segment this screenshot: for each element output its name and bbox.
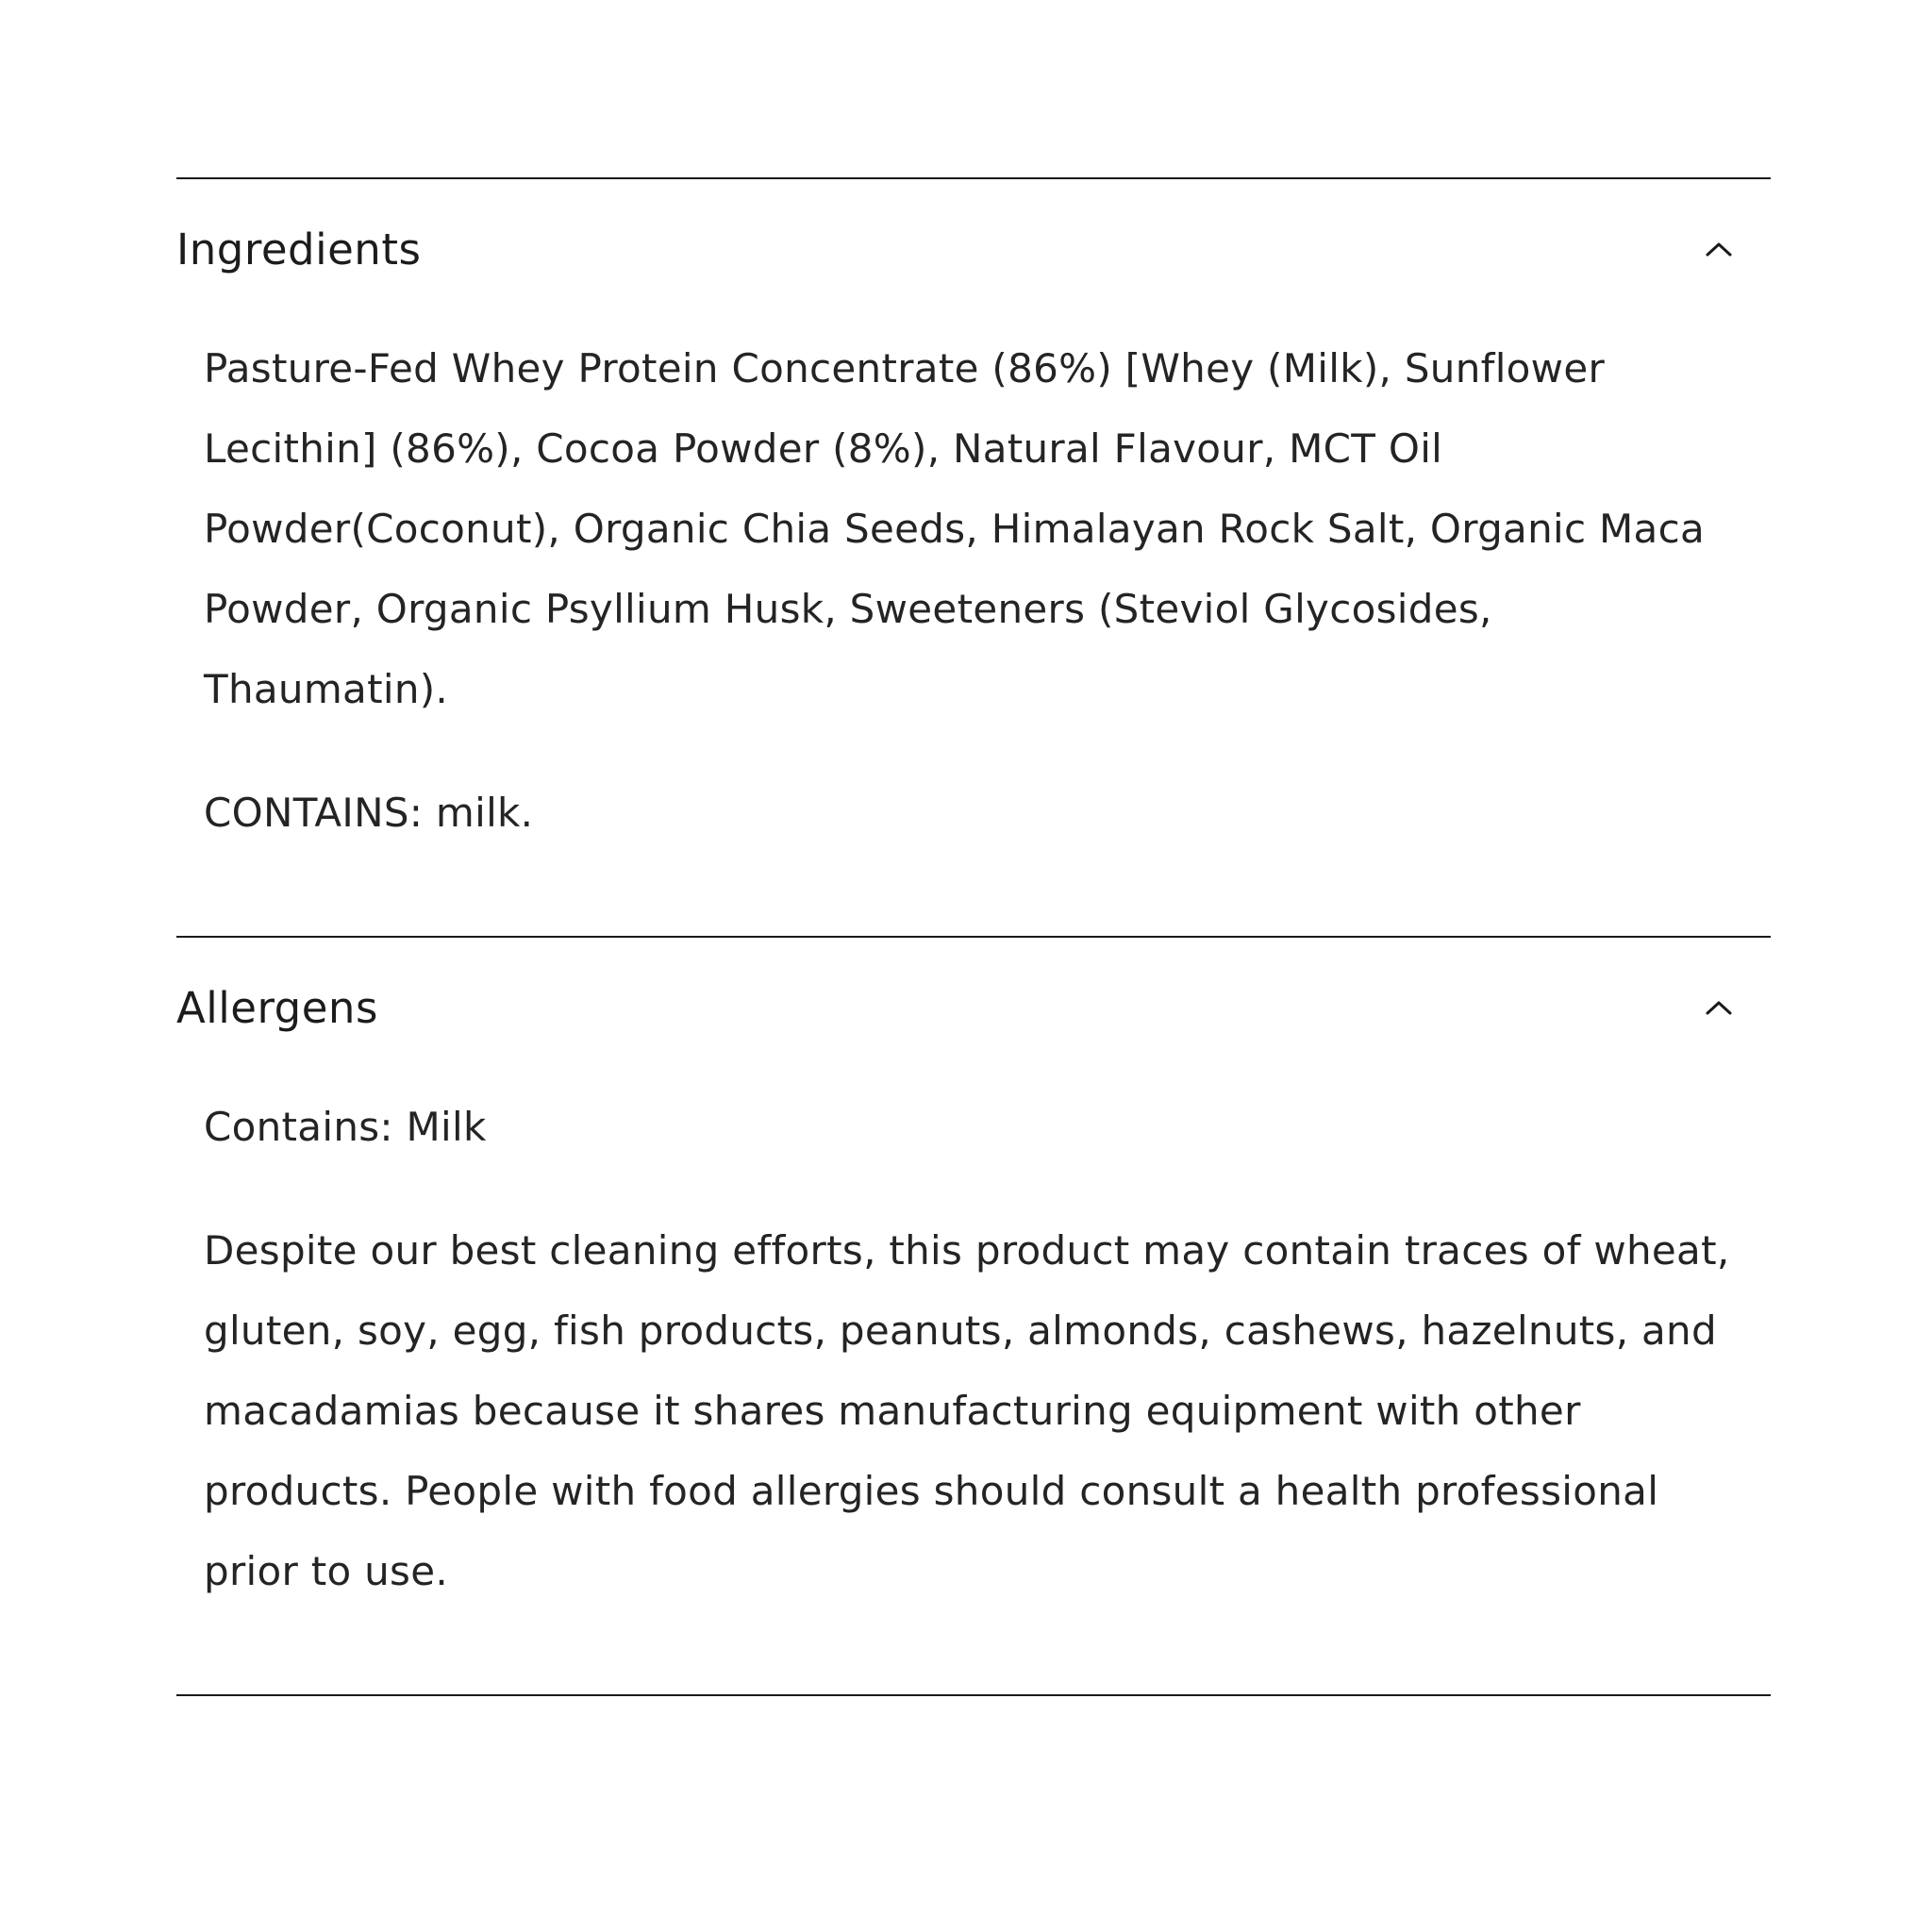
allergens-disclaimer: Despite our best cleaning efforts, this product may contain traces of wheat, gluten, soy, egg, fish products, peanuts, almonds, cashews, hazelnuts, and macadamias because it shares manufacturing equipment with other products. People with food allergies should consult a health professional prior to use. [204, 1227, 1730, 1594]
allergens-section [176, 936, 1771, 1696]
product-info-accordion [176, 177, 1771, 1696]
ingredients-content [176, 319, 1771, 936]
ingredients-section [176, 177, 1771, 936]
ingredients-title: Ingredients [176, 224, 422, 275]
chevron-up-icon[interactable] [1703, 991, 1735, 1024]
allergens-title: Allergens [176, 982, 378, 1033]
allergens-contains: Contains: Milk [204, 1104, 487, 1150]
ingredients-list: Pasture-Fed Whey Protein Concentrate (86%) [Whey (Milk), Sunflower Lecithin] (86%), Cocoa Powder (8%), Natural Flavour, MCT Oil Powder(Coconut), Organic Chia Seeds, Himalayan Rock Salt, Organic Maca Powder, Organic Psyllium Husk, Sweeteners (Steviol Glycosides, Thaumatin). [204, 345, 1706, 712]
chevron-up-icon[interactable] [1703, 233, 1735, 265]
allergens-toggle[interactable] [176, 938, 1771, 1077]
ingredients-toggle[interactable] [176, 179, 1771, 319]
allergens-content [176, 1077, 1771, 1694]
ingredients-contains-note: CONTAINS: milk. [204, 790, 534, 836]
